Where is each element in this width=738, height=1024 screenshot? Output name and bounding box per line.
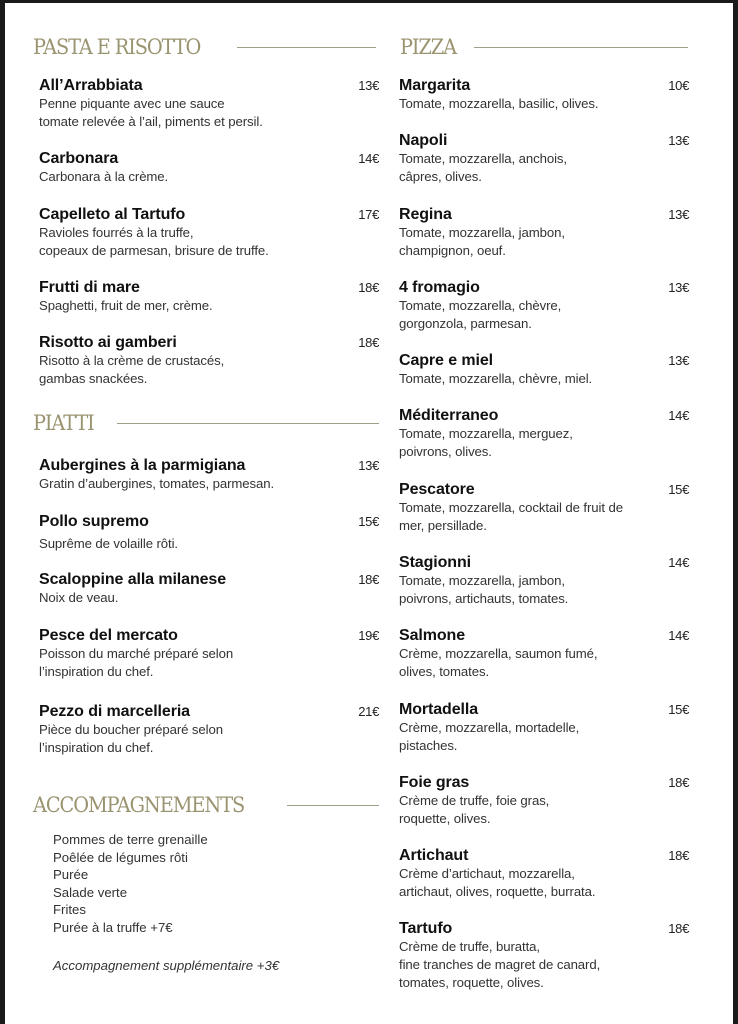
item-name: Tartufo — [399, 920, 453, 937]
section-divider — [237, 47, 376, 48]
item-description: Crème de truffe, buratta, fine tranches de magret de canard, tomates, roquette, olives. — [399, 939, 601, 990]
item-description: Pièce du boucher préparé selon l’inspiration du chef. — [39, 722, 223, 755]
menu-item — [399, 132, 689, 186]
menu-item — [399, 352, 689, 388]
item-price: 15€ — [358, 514, 379, 529]
item-name: Pollo supremo — [39, 513, 149, 530]
item-price: 18€ — [668, 775, 689, 790]
pizza-section-header — [400, 35, 688, 59]
menu-item — [399, 77, 689, 113]
item-description: Crème, mozzarella, saumon fumé, olives, tomates. — [399, 646, 598, 679]
item-name: Foie gras — [399, 774, 470, 791]
list-item: Salade verte — [53, 884, 128, 900]
item-name: Salmone — [399, 627, 465, 644]
menu-item — [399, 627, 689, 681]
menu-page — [5, 3, 733, 1024]
menu-item — [39, 77, 379, 131]
menu-item — [399, 554, 689, 608]
item-description: Tomate, mozzarella, anchois, câpres, olives. — [399, 151, 567, 184]
menu-item — [399, 847, 689, 901]
list-item: Pommes de terre grenaille — [53, 832, 208, 847]
item-name: Capelleto al Tartufo — [39, 206, 186, 223]
item-name: Scaloppine alla milanese — [39, 571, 227, 588]
item-description: Penne piquante avec une sauce tomate relevée à l’ail, piments et persil. — [39, 96, 263, 129]
item-name: Margarita — [399, 77, 471, 94]
item-description: Gratin d’aubergines, tomates, parmesan. — [39, 476, 275, 491]
item-name: 4 fromagio — [399, 279, 480, 296]
item-price: 19€ — [358, 628, 379, 643]
item-name: Napoli — [399, 132, 448, 149]
item-name: Carbonara — [39, 150, 119, 167]
menu-item — [39, 513, 379, 553]
menu-item — [39, 334, 379, 388]
menu-item — [39, 703, 379, 757]
list-item: Frites — [53, 902, 86, 917]
item-description: Tomate, mozzarella, merguez, poivrons, olives. — [399, 426, 573, 459]
item-price: 14€ — [668, 408, 689, 423]
accompagnements-section-header — [33, 793, 379, 817]
item-description: Tomate, mozzarella, basilic, olives. — [399, 96, 599, 111]
item-name: Pescatore — [399, 481, 475, 498]
item-name: Aubergines à la parmigiana — [39, 457, 246, 474]
list-item: Purée à la truffe +7€ — [53, 919, 173, 935]
item-price: 10€ — [668, 78, 689, 93]
menu-item — [399, 481, 689, 535]
item-price: 13€ — [668, 353, 689, 368]
piatti-section-header — [33, 411, 379, 435]
item-description: Noix de veau. — [39, 590, 119, 605]
menu-item — [39, 150, 379, 186]
item-name: Mortadella — [399, 701, 479, 718]
item-description: Risotto à la crème de crustacés, gambas snackées. — [39, 353, 225, 386]
item-description: Tomate, mozzarella, chèvre, gorgonzola, parmesan. — [399, 298, 562, 331]
item-name: Méditerraneo — [399, 407, 499, 424]
item-price: 14€ — [668, 555, 689, 570]
item-description: Crème de truffe, foie gras, roquette, olives. — [399, 793, 550, 826]
item-name: Frutti di mare — [39, 279, 140, 296]
menu-item — [399, 206, 689, 260]
accompagnements-list — [53, 831, 208, 936]
item-name: Risotto ai gamberi — [39, 334, 177, 351]
item-description: Tomate, mozzarella, cocktail de fruit de mer, persillade. — [399, 500, 623, 533]
pasta-section-header — [33, 35, 376, 59]
item-price: 18€ — [668, 921, 689, 936]
item-price: 13€ — [668, 133, 689, 148]
item-price: 15€ — [668, 482, 689, 497]
item-price: 13€ — [358, 458, 379, 473]
list-item: Poêlée de légumes rôti — [53, 849, 188, 865]
accompagnement-note: Accompagnement supplémentaire +3€ — [53, 958, 280, 973]
accompagnements-section-title: ACCOMPAGNEMENTS — [33, 793, 245, 817]
item-price: 18€ — [358, 335, 379, 350]
menu-item — [399, 407, 689, 461]
menu-item — [399, 920, 689, 992]
item-description: Tomate, mozzarella, jambon, champignon, oeuf. — [399, 225, 565, 258]
item-description: Poisson du marché préparé selon l’inspiration du chef. — [39, 646, 234, 679]
item-name: Regina — [399, 206, 452, 223]
item-description: Tomate, mozzarella, chèvre, miel. — [399, 371, 593, 386]
item-description: Tomate, mozzarella, jambon, poivrons, artichauts, tomates. — [399, 573, 569, 606]
item-price: 18€ — [358, 572, 379, 587]
menu-item — [399, 279, 689, 333]
list-item: Purée — [53, 867, 89, 882]
pasta-section-title: PASTA E RISOTTO — [33, 35, 201, 59]
piatti-section-title: PIATTI — [33, 411, 94, 435]
item-price: 21€ — [358, 704, 379, 719]
item-price: 14€ — [358, 151, 379, 166]
item-price: 14€ — [668, 628, 689, 643]
section-divider — [474, 47, 688, 48]
section-divider — [117, 423, 379, 424]
menu-item — [399, 701, 689, 755]
item-name: Artichaut — [399, 847, 469, 864]
item-price: 13€ — [668, 207, 689, 222]
menu-item — [399, 774, 689, 828]
item-price: 18€ — [668, 848, 689, 863]
menu-item — [39, 279, 379, 315]
item-price: 13€ — [358, 78, 379, 93]
item-description: Ravioles fourrés à la truffe, copeaux de parmesan, brisure de truffe. — [39, 225, 269, 258]
item-name: Pezzo di marcelleria — [39, 703, 190, 720]
item-price: 18€ — [358, 280, 379, 295]
item-description: Suprême de volaille rôti. — [39, 536, 178, 551]
item-price: 13€ — [668, 280, 689, 295]
item-description: Carbonara à la crème. — [39, 169, 169, 184]
item-name: Pesce del mercato — [39, 627, 178, 644]
item-description: Crème d’artichaut, mozzarella, artichaut, olives, roquette, burrata. — [399, 866, 596, 899]
section-divider — [287, 805, 379, 806]
pizza-section-title: PIZZA — [400, 35, 456, 59]
item-name: Stagionni — [399, 554, 471, 571]
item-name: Capre e miel — [399, 352, 493, 369]
menu-item — [39, 457, 379, 493]
item-name: All’Arrabbiata — [39, 77, 143, 94]
item-price: 17€ — [358, 207, 379, 222]
menu-item — [39, 571, 379, 607]
item-description: Crème, mozzarella, mortadelle, pistaches. — [399, 720, 580, 753]
item-price: 15€ — [668, 702, 689, 717]
menu-item — [39, 627, 379, 681]
menu-item — [39, 206, 379, 260]
item-description: Spaghetti, fruit de mer, crème. — [39, 298, 213, 313]
